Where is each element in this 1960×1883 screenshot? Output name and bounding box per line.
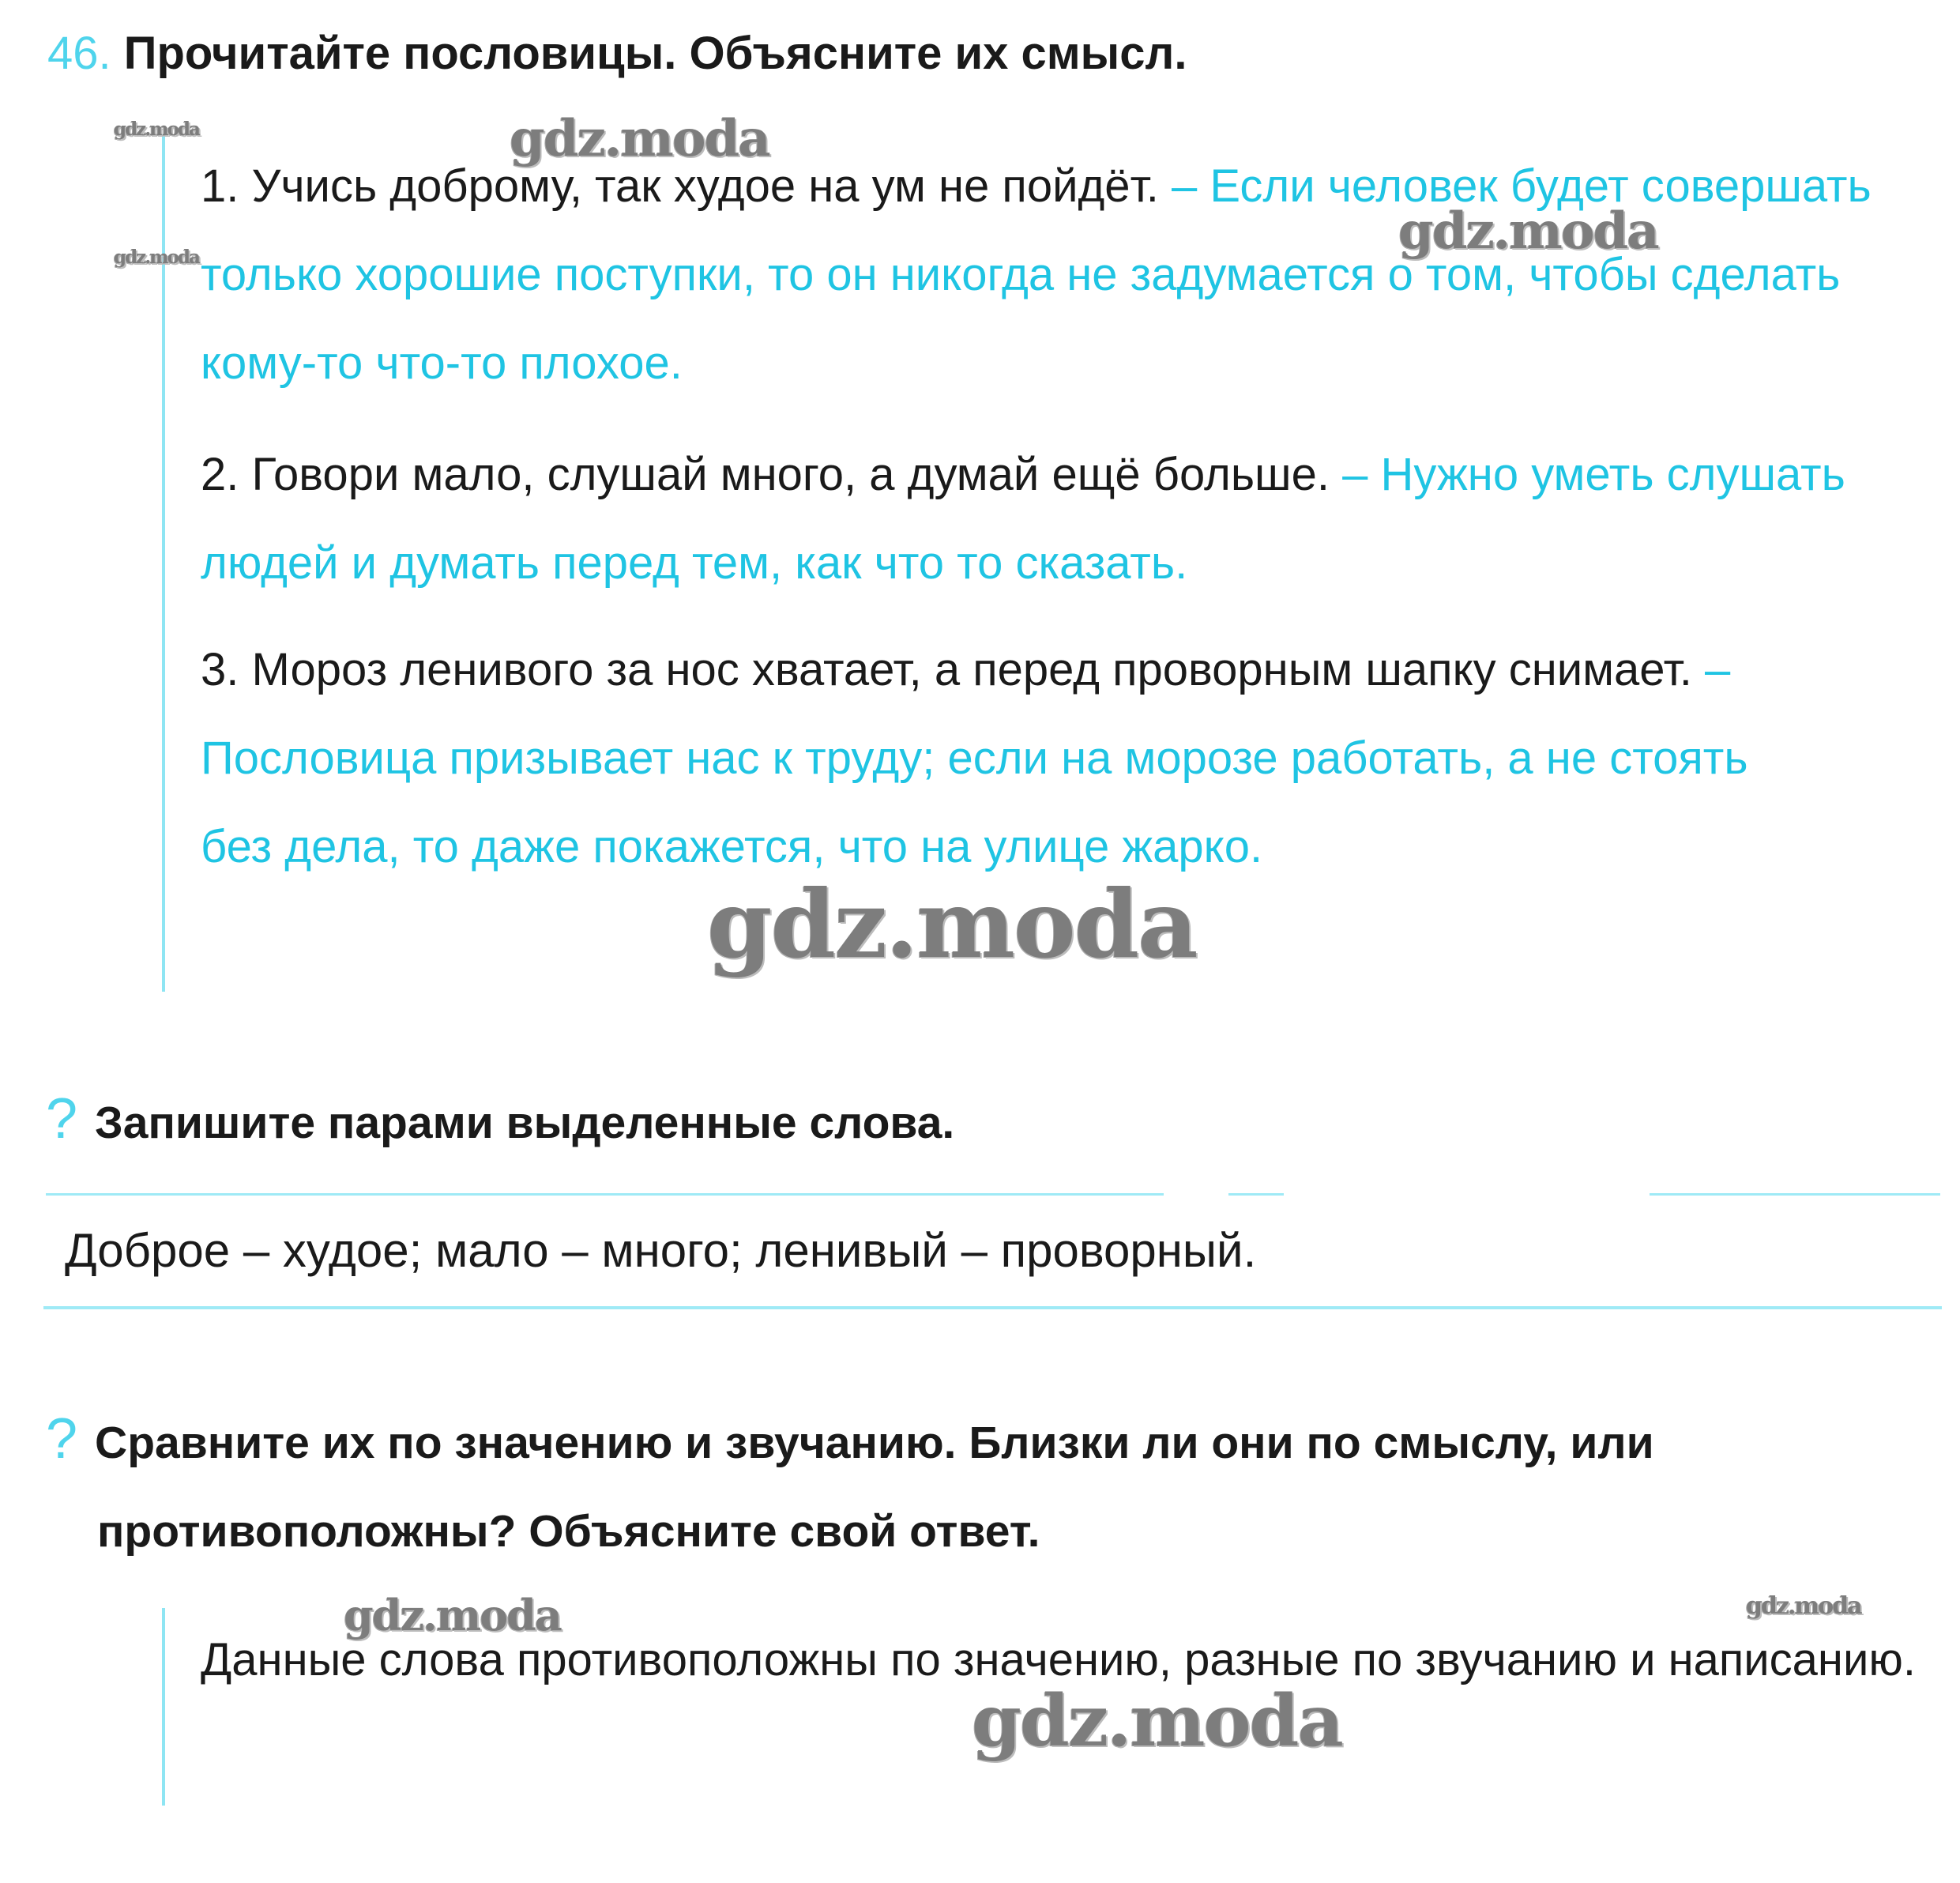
- watermark: gdz.moda: [344, 1590, 561, 1640]
- task-header: [47, 27, 1187, 80]
- question-1: [46, 1075, 1863, 1167]
- answer-line-top-right: [1650, 1193, 1940, 1196]
- proverb-2-text: 2. Говори мало, слушай много, а думай ещё больше.: [201, 449, 1330, 500]
- question-2: [46, 1395, 1875, 1576]
- question-2-answer-bar: [162, 1608, 165, 1806]
- watermark: gdz.moda: [114, 119, 199, 140]
- proverb-1-answer: – Если человек будет совершать только хорошие поступки, то он никогда не задумается о том, чтобы сделать кому-то что-то плохое.: [201, 160, 1872, 389]
- proverb-2: [201, 431, 1939, 608]
- question-2-answer: Данные слова противоположны по значению, разные по звучанию и написанию.: [201, 1634, 1916, 1685]
- task-title: Прочитайте пословицы. Объясните их смысл.: [123, 28, 1187, 79]
- answer-line-top-left: [46, 1193, 1164, 1196]
- proverb-3: [201, 626, 1820, 891]
- answer-line-top-mid: [1228, 1193, 1284, 1196]
- proverb-1: [201, 142, 1939, 408]
- proverb-3-answer: – Пословица призывает нас к труду; если на морозе работать, а не стоять без дела, то даже покажется, что на улице жарко.: [201, 644, 1748, 872]
- question-mark-icon: ?: [46, 1087, 78, 1151]
- question-2-text: Сравните их по значению и звучанию. Близки ли они по смыслу, или противоположны? Объясните свой ответ.: [95, 1418, 1654, 1557]
- proverb-1-text: 1. Учись доброму, так худое на ум не пойдёт.: [201, 160, 1159, 212]
- watermark: gdz.moda: [972, 1679, 1342, 1763]
- answer-line-bottom: [43, 1306, 1942, 1309]
- question-mark-icon: ?: [46, 1407, 78, 1471]
- proverb-3-text: 3. Мороз ленивого за нос хватает, а перед проворным шапку снимает.: [201, 644, 1692, 695]
- watermark: gdz.moda: [707, 869, 1197, 979]
- question-1-answer: Доброе – худое; мало – много; ленивый – проворный.: [65, 1224, 1257, 1277]
- watermark: gdz.moda: [510, 109, 769, 168]
- question-1-text: Запишите парами выделенные слова.: [95, 1098, 955, 1148]
- task-number: 46.: [47, 28, 111, 79]
- proverb-2-answer: – Нужно уметь слушать людей и думать перед тем, как что то сказать.: [201, 449, 1845, 589]
- watermark: gdz.moda: [114, 247, 199, 268]
- watermark: gdz.moda: [1398, 201, 1658, 261]
- watermark: gdz.moda: [1746, 1592, 1861, 1620]
